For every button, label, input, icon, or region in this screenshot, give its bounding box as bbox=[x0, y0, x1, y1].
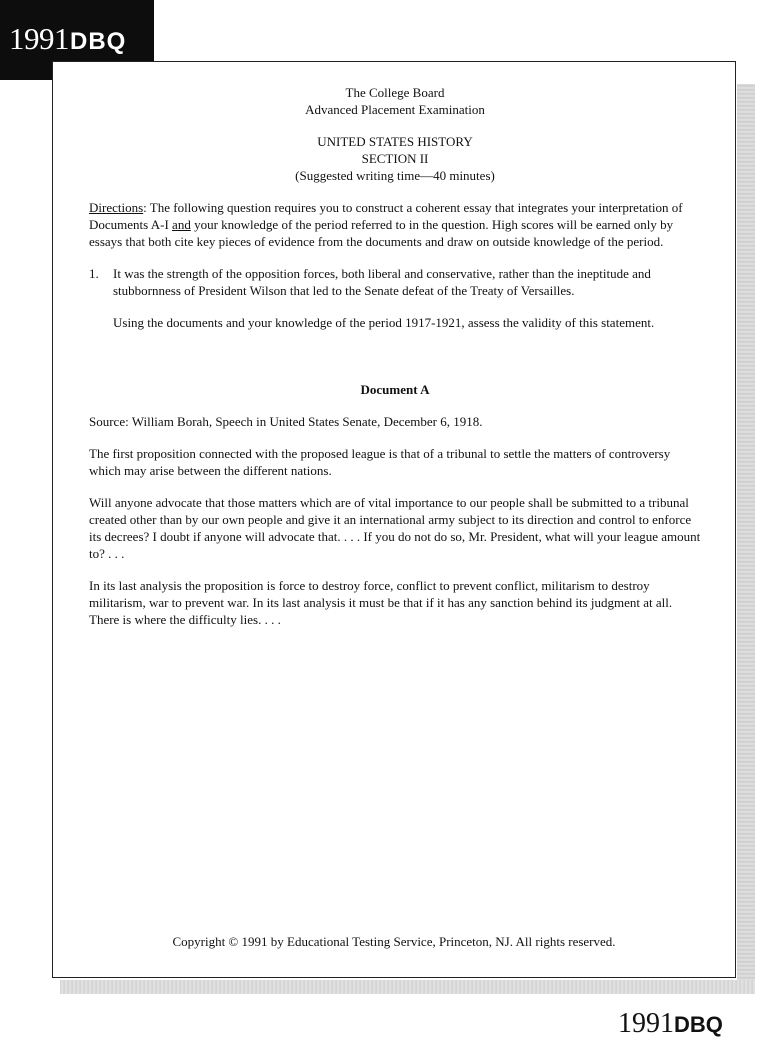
copyright-line: Copyright © 1991 by Educational Testing Service, Princeton, NJ. All rights reserved. bbox=[172, 934, 616, 949]
footer-year: 1991 bbox=[618, 1008, 674, 1039]
directions-text-b: your knowledge of the period referred to in the question. High scores will be earned only by essays that both cite key pieces of evidence from the documents and draw on outside knowledge of the period. bbox=[89, 217, 674, 249]
footer-year-dbq bbox=[618, 1004, 768, 1039]
document-paragraph-1: The first proposition connected with the proposed league is that of a tribunal to settle the matters of controversy which may arise between the different nations. bbox=[89, 446, 671, 478]
document-source: Source: William Borah, Speech in United States Senate, December 6, 1918. bbox=[89, 414, 483, 429]
directions-text-a: : The following question requires you to construct a coherent essay that integrates your interpretation of Documents A-I bbox=[89, 200, 683, 232]
tab-dbq-logo: DBQ bbox=[70, 28, 127, 55]
question-text: It was the strength of the opposition forces, both liberal and conservative, rather than the ineptitude and stubbornness of President Wilson that led to the Senate defeat of the Treaty of Versailles. bbox=[113, 266, 651, 298]
document-paragraph-2: Will anyone advocate that those matters which are of vital importance to our people shall be submitted to a tribunal created other than by our own people and give it an international army subject to its direction and control to enforce its decrees? I doubt if anyone will advocate that. . . . If you do not do so, Mr. President, what will your league amount to? . . . bbox=[89, 495, 701, 561]
question-item bbox=[89, 265, 701, 299]
header-time: (Suggested writing time—40 minutes) bbox=[295, 168, 495, 183]
header-subject: UNITED STATES HISTORY bbox=[317, 134, 473, 149]
directions-and: and bbox=[172, 217, 191, 232]
question-task: Using the documents and your knowledge of the period 1917-1921, assess the validity of this statement. bbox=[113, 315, 655, 330]
tab-year: 1991 bbox=[9, 21, 69, 56]
footer-dbq-logo: DBQ bbox=[674, 1012, 723, 1037]
exam-page bbox=[52, 61, 736, 978]
page-content bbox=[89, 84, 701, 628]
directions-label: Directions bbox=[89, 200, 144, 215]
document-paragraph-3: In its last analysis the proposition is force to destroy force, conflict to prevent conflict, militarism to destroy militarism, war to prevent war. In its last analysis it must be that if it has any sanction behind its judgment at all. There is where the difficulty lies. . . . bbox=[89, 578, 673, 627]
page-shadow-right bbox=[737, 84, 755, 994]
page-shadow-bottom bbox=[60, 980, 755, 994]
question-number: 1. bbox=[89, 266, 99, 281]
directions-paragraph bbox=[89, 199, 701, 250]
header-board: The College Board bbox=[345, 85, 445, 100]
header-exam: Advanced Placement Examination bbox=[305, 102, 485, 117]
header-section: SECTION II bbox=[361, 151, 429, 166]
document-title: Document A bbox=[360, 382, 430, 397]
